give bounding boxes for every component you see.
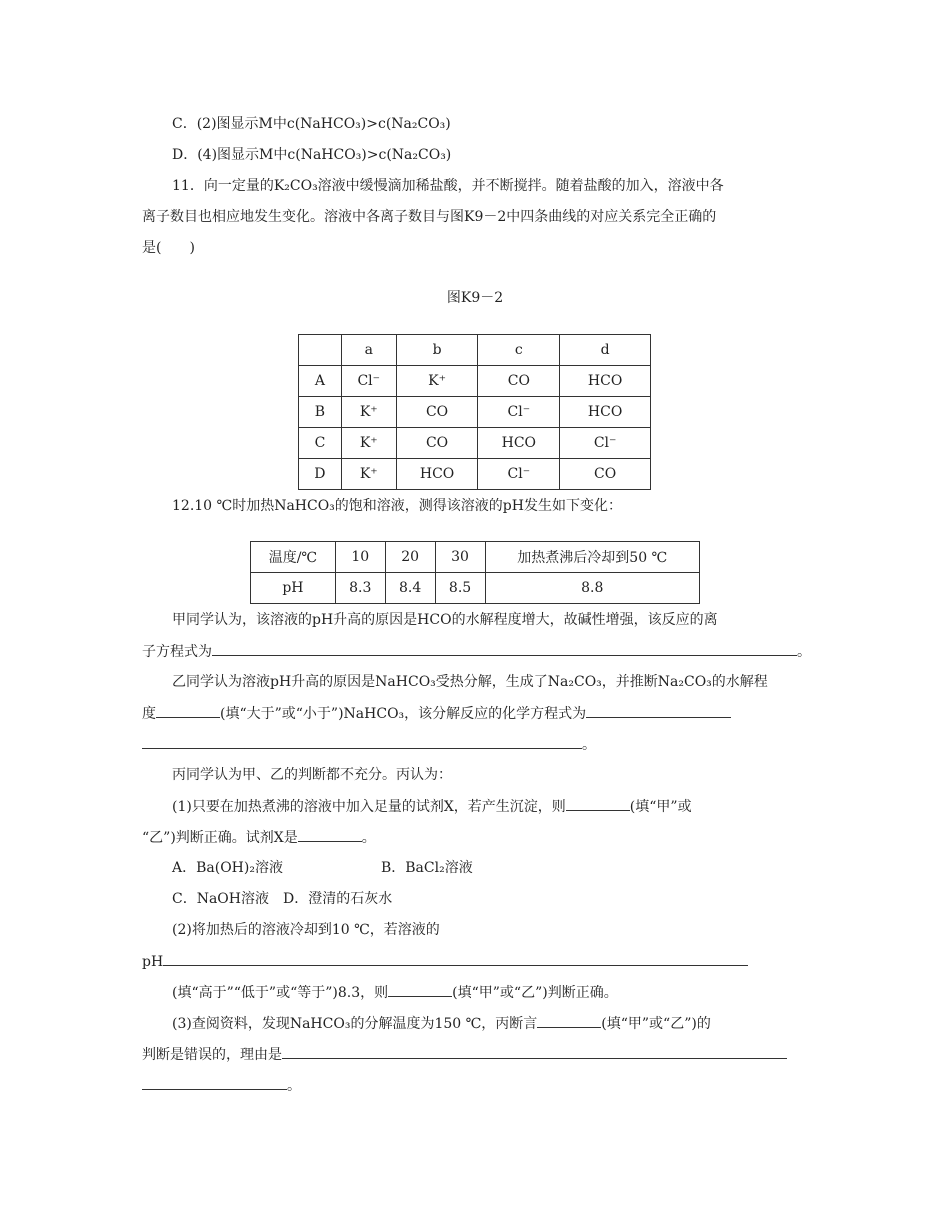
- answer-blank[interactable]: [566, 796, 630, 811]
- part2-tail: (填“甲”或“乙”)判断正确。: [452, 985, 618, 1001]
- table-cell: HCO: [396, 459, 478, 490]
- choice-row-ab: [172, 858, 473, 878]
- answer-blank[interactable]: [163, 951, 748, 966]
- table-cell: K⁺: [396, 366, 478, 397]
- ion-table: [298, 334, 651, 490]
- part3-prompt: (3)查阅资料，发现NaHCO₃的分解温度为150 ℃，丙断言: [172, 1016, 538, 1032]
- table-cell: Cl⁻: [478, 397, 560, 428]
- jia-prompt: 子方程式为: [142, 644, 212, 660]
- end-mark: 。: [361, 830, 376, 846]
- header-cell: c: [478, 335, 560, 366]
- header-cell: 10: [335, 542, 385, 573]
- table-row: [299, 366, 651, 397]
- table-row: [299, 428, 651, 459]
- table-row: [299, 397, 651, 428]
- table-cell: HCO: [560, 397, 651, 428]
- answer-blank[interactable]: [142, 734, 582, 749]
- part3-line1: [172, 1013, 711, 1034]
- part1-hint: (填“甲”或: [629, 799, 692, 815]
- choice-row-cd: C．NaOH溶液 D．澄清的石灰水: [172, 891, 393, 907]
- choice-b: B．BaCl₂溶液: [380, 860, 473, 876]
- table-cell: Cl⁻: [341, 366, 396, 397]
- table-cell: C: [299, 428, 342, 459]
- ph-label: pH: [142, 954, 164, 970]
- table-cell: CO: [396, 428, 478, 459]
- table-cell: K⁺: [341, 397, 396, 428]
- q11-line1: 11．向一定量的K₂CO₃溶液中缓慢滴加稀盐酸，并不断搅拌。随着盐酸的加入，溶液中各: [172, 178, 724, 194]
- part1-reagent-prompt: “乙”)判断正确。试剂X是: [142, 830, 298, 846]
- table-cell: CO: [396, 397, 478, 428]
- yi-line3: [142, 734, 596, 755]
- table-cell: 8.3: [335, 573, 385, 604]
- yi-prefix: 度: [142, 706, 156, 722]
- end-mark: 。: [582, 737, 596, 753]
- choice-a: A．Ba(OH)₂溶液: [172, 860, 283, 876]
- header-cell: a: [341, 335, 396, 366]
- option-c: C．(2)图显示M中c(NaHCO₃)>c(Na₂CO₃): [172, 116, 451, 132]
- table-cell: 8.8: [485, 573, 699, 604]
- answer-blank[interactable]: [298, 827, 362, 842]
- ion-table-header-row: [299, 335, 651, 366]
- answer-blank[interactable]: [586, 703, 731, 718]
- header-cell: 30: [435, 542, 485, 573]
- part3-line2: [142, 1044, 787, 1065]
- table-cell: Cl⁻: [560, 428, 651, 459]
- table-cell: 8.5: [435, 573, 485, 604]
- part3-line3: [142, 1075, 301, 1096]
- figure-caption: 图K9－2: [446, 290, 504, 306]
- bing-intro: 丙同学认为甲、乙的判断都不充分。丙认为：: [172, 767, 452, 783]
- part2-hint: (填“高于”“低于”或“等于”)8.3，则: [172, 985, 389, 1001]
- yi-prompt: (填“大于”或“小于”)NaHCO₃，该分解反应的化学方程式为: [220, 706, 587, 722]
- table-cell: HCO: [478, 428, 560, 459]
- answer-blank[interactable]: [156, 703, 220, 718]
- answer-blank[interactable]: [537, 1013, 601, 1028]
- q12-intro: 12.10 ℃时加热NaHCO₃的饱和溶液，测得该溶液的pH发生如下变化：: [172, 498, 622, 514]
- ph-table: [250, 541, 700, 604]
- table-cell: pH: [251, 573, 336, 604]
- answer-blank[interactable]: [282, 1044, 787, 1059]
- part1-line2: [142, 827, 376, 848]
- header-cell: [299, 335, 342, 366]
- answer-blank[interactable]: [142, 1075, 287, 1090]
- q11-line2: 离子数目也相应地发生变化。溶液中各离子数目与图K9－2中四条曲线的对应关系完全正确的: [142, 209, 717, 225]
- header-cell: b: [396, 335, 478, 366]
- header-cell: 温度/℃: [251, 542, 336, 573]
- table-cell: A: [299, 366, 342, 397]
- table-cell: 8.4: [385, 573, 435, 604]
- answer-blank[interactable]: [212, 641, 797, 656]
- header-cell: d: [560, 335, 651, 366]
- table-cell: CO: [560, 459, 651, 490]
- jia-line2: [142, 641, 811, 662]
- part1-line1: [172, 796, 692, 817]
- header-cell: 20: [385, 542, 435, 573]
- end-mark: 。: [287, 1078, 301, 1094]
- table-cell: HCO: [560, 366, 651, 397]
- end-mark: 。: [797, 644, 811, 660]
- table-cell: Cl⁻: [478, 459, 560, 490]
- q11-line3: 是( ): [142, 240, 195, 256]
- table-cell: B: [299, 397, 342, 428]
- option-d: D．(4)图显示M中c(NaHCO₃)>c(Na₂CO₃): [172, 147, 452, 163]
- table-cell: D: [299, 459, 342, 490]
- part2-line2: [142, 951, 748, 972]
- part2-line1: (2)将加热后的溶液冷却到10 ℃，若溶液的: [172, 922, 440, 938]
- part2-line3: [172, 982, 618, 1003]
- yi-line1: 乙同学认为溶液pH升高的原因是NaHCO₃受热分解，生成了Na₂CO₃，并推断Na₂CO₃的水解程: [172, 674, 768, 690]
- table-row: [251, 573, 700, 604]
- table-cell: K⁺: [341, 459, 396, 490]
- answer-blank[interactable]: [388, 982, 452, 997]
- jia-line1: 甲同学认为，该溶液的pH升高的原因是HCO的水解程度增大，故碱性增强，该反应的离: [172, 612, 718, 628]
- table-row: [299, 459, 651, 490]
- part3-reason-prompt: 判断是错误的，理由是: [142, 1047, 282, 1063]
- yi-line2: [142, 703, 731, 724]
- table-cell: K⁺: [341, 428, 396, 459]
- table-cell: CO: [478, 366, 560, 397]
- header-cell: 加热煮沸后冷却到50 ℃: [485, 542, 699, 573]
- ph-table-header-row: [251, 542, 700, 573]
- part3-hint: (填“甲”或“乙”)的: [601, 1016, 711, 1032]
- part1-prompt: (1)只要在加热煮沸的溶液中加入足量的试剂X，若产生沉淀，则: [172, 799, 566, 815]
